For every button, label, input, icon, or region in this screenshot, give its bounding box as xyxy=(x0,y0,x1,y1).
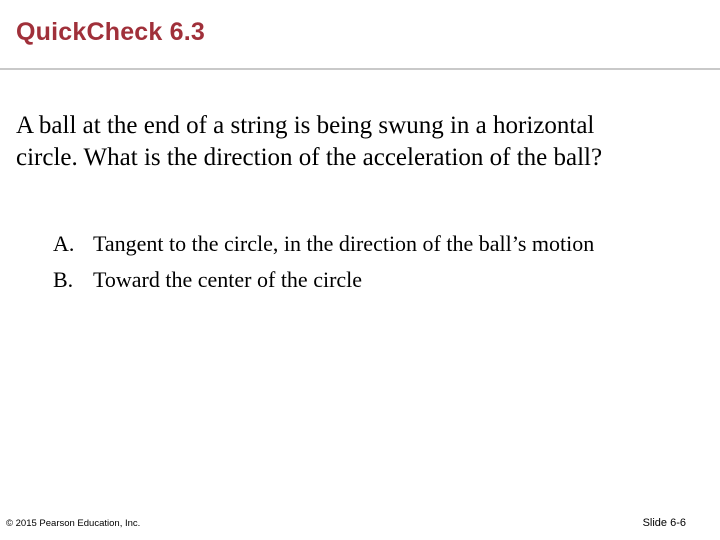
option-a xyxy=(53,226,594,262)
slide-title: QuickCheck 6.3 xyxy=(16,18,206,46)
option-text: Tangent to the circle, in the direction of the ball’s motion xyxy=(93,231,595,256)
option-b xyxy=(53,262,594,298)
option-letter: B. xyxy=(53,267,74,292)
answer-options xyxy=(53,226,594,298)
title-divider xyxy=(0,68,720,70)
question-line: circle. What is the direction of the acceleration of the ball? xyxy=(16,144,603,171)
copyright-notice: © 2015 Pearson Education, Inc. xyxy=(6,518,141,529)
question-line: A ball at the end of a string is being swung in a horizontal xyxy=(16,112,595,139)
option-letter: A. xyxy=(53,231,75,256)
option-text: Toward the center of the circle xyxy=(93,267,363,292)
question-text xyxy=(16,110,706,174)
slide-number: Slide 6-6 xyxy=(642,517,686,529)
